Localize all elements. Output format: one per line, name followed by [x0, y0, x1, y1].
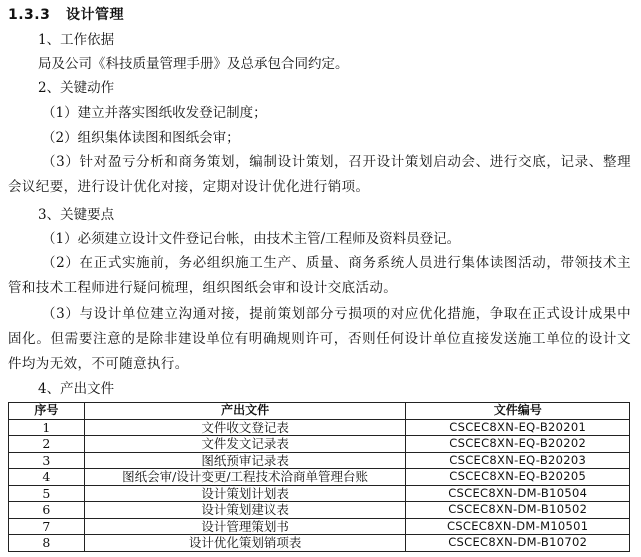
- row-index: 6: [9, 502, 85, 519]
- row-document: 文件收文登记表: [84, 419, 406, 436]
- row-code: CSCEC8XN-EQ-B20203: [406, 452, 630, 469]
- row-document: 设计管理策划书: [84, 518, 406, 535]
- column-header-index: 序号: [9, 403, 85, 420]
- row-code: CSCEC8XN-EQ-B20202: [406, 436, 630, 453]
- section-number: 1.3.3: [8, 7, 51, 23]
- column-header-document: 产出文件: [84, 403, 406, 420]
- table-row: [9, 502, 630, 519]
- outputs-table: [8, 402, 630, 552]
- table-row: [9, 518, 630, 535]
- table-row: [9, 436, 630, 453]
- row-document: 设计策划计划表: [84, 485, 406, 502]
- action-item-1: （1）建立并落实图纸收发登记制度；: [42, 105, 267, 121]
- row-document: 文件发文记录表: [84, 436, 406, 453]
- row-index: 4: [9, 469, 85, 486]
- row-document: 图纸会审/设计变更/工程技术洽商单管理台账: [84, 469, 406, 486]
- row-document: 设计优化策划销项表: [84, 535, 406, 552]
- keypoint-item-3: （3）与设计单位建立沟通对接，提前策划部分亏损项的对应优化措施，争取在正式设计成果中固化。但需要注意的是除非建设单位有明确规则许可，否则任何设计单位直接发送施工单位的设计文件均为无效，不可随意执行。: [8, 306, 631, 372]
- row-index: 1: [9, 419, 85, 436]
- row-code: CSCEC8XN-DM-B10502: [406, 502, 630, 519]
- row-code: CSCEC8XN-EQ-B20201: [406, 419, 630, 436]
- row-code: CSCEC8XN-DM-B10702: [406, 535, 630, 552]
- outputs-heading: 4、产出文件: [38, 381, 115, 397]
- basis-heading: 1、工作依据: [38, 32, 115, 48]
- section-heading: [8, 3, 631, 27]
- action-item-2: （2）组织集体读图和图纸会审；: [42, 130, 240, 146]
- row-document: 设计策划建议表: [84, 502, 406, 519]
- keypoint-item-1: （1）必须建立设计文件登记台帐，由技术主管/工程师及资料员登记。: [42, 231, 461, 247]
- table-row: [9, 419, 630, 436]
- keypoints-heading: 3、关键要点: [38, 207, 115, 223]
- table-header-row: [9, 403, 630, 420]
- column-header-code: 文件编号: [406, 403, 630, 420]
- row-code: CSCEC8XN-DM-M10501: [406, 518, 630, 535]
- row-index: 7: [9, 518, 85, 535]
- actions-heading: 2、关键动作: [38, 80, 115, 96]
- table-row: [9, 469, 630, 486]
- keypoint-item-2: （2）在正式实施前，务必组织施工生产、质量、商务系统人员进行集体读图活动，带领技术主管和技术工程师进行疑问梳理，组织图纸会审和设计交底活动。: [8, 255, 631, 296]
- table-row: [9, 485, 630, 502]
- row-index: 5: [9, 485, 85, 502]
- table-row: [9, 535, 630, 552]
- row-code: CSCEC8XN-DM-B10504: [406, 485, 630, 502]
- row-code: CSCEC8XN-EQ-B20205: [406, 469, 630, 486]
- row-index: 8: [9, 535, 85, 552]
- row-index: 2: [9, 436, 85, 453]
- row-document: 图纸预审记录表: [84, 452, 406, 469]
- basis-text: 局及公司《科技质量管理手册》及总承包合同约定。: [38, 56, 349, 72]
- section-title: 设计管理: [66, 7, 124, 23]
- row-index: 3: [9, 452, 85, 469]
- table-row: [9, 452, 630, 469]
- action-item-3: （3）针对盈亏分析和商务策划，编制设计策划，召开设计策划启动会、进行交底，记录、整理会议纪要，进行设计优化对接，定期对设计优化进行销项。: [8, 154, 631, 195]
